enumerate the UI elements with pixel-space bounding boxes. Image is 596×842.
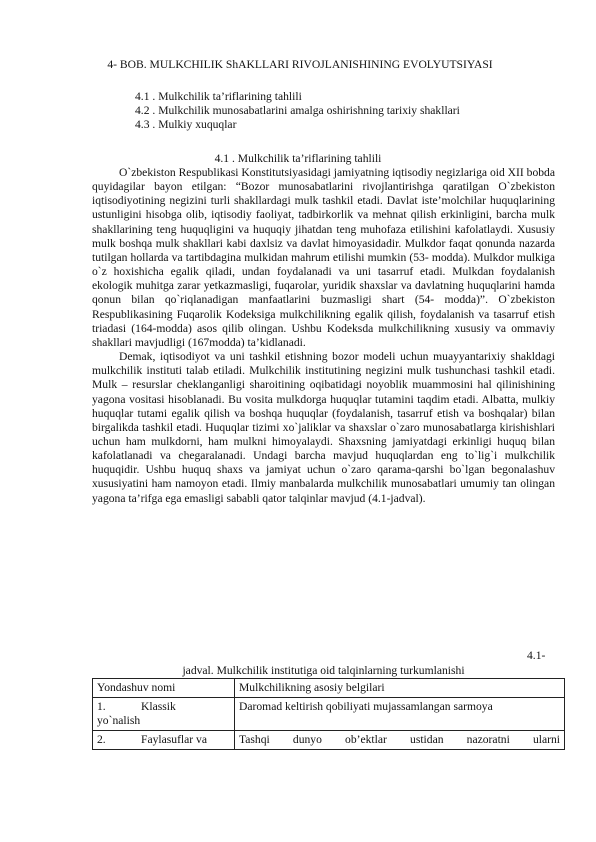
row-number: 1. — [97, 700, 106, 713]
approach-name: yo`nalish — [97, 714, 141, 727]
table-caption: jadval. Mulkchilik institutiga oid talqinlarning turkumlanishi — [182, 664, 465, 677]
toc-item: 4.2 . Mulkchilik munosabatlarini amalga oshirishning tarixiy shakllari — [135, 104, 460, 118]
paragraph: Demak, iqtisodiyot va uni tashkil etishning bozor modeli uchun muayyantarixiy shakldagi mulkchilik instituti talab etiladi. Mulkchilik institutining negizini mulk tushunchasi tashkil etadi. Mulk – resurslar cheklanganligi sharoitining oqibatidagi noyoblik muammosini hal qilinishining yagona vositasi hisoblanadi. Bu vosita mulkdorga huquqlar tutamini taqdim etadi. Albatta, mulkiy huquqlar tutami egalik qilish va boshqa huquqlar (foydalanish, tasarruf etish va boshqalar) bilan birgalikda tashkil etadi. Huquqlar tizimi xo`jaliklar va shaxslar o`zaro munosabatlarga kirishishlari uchun ham mulkdorni, ham mulkni himoyalaydi. Shaxsning jamiyatdagi erkinligi huquq bilan kafolatlanadi va chegaralanadi. Undagi barcha mavjud huquqlardan eng to`lig`i mulkchilik huquqidir. Ushbu huquq shaxs va jamiyat uchun o`zaro qarama-qarshi bo`lgan begonalashuv xususiyatini ham namoyon etadi. Ilmiy manbalarda mulkchilik munosabatlari umumiy tan olingan yagona ta’rifga ega emasligi sababli qator talqinlar mavjud (4.1-jadval). — [92, 350, 555, 505]
column-header: Mulkchilikning asosiy belgilari — [235, 679, 565, 698]
table-row — [93, 731, 565, 750]
row-number: 2. — [97, 733, 106, 746]
table-row — [93, 698, 565, 731]
table-cell: Daromad keltirish qobiliyati mujassamlangan sarmoya — [235, 698, 565, 731]
column-header: Yondashuv nomi — [93, 679, 235, 698]
table-cell — [93, 698, 235, 731]
table-header-row — [93, 679, 565, 698]
toc-item: 4.1 . Mulkchilik ta’riflarining tahlili — [135, 90, 302, 103]
approach-name: Klassik — [141, 700, 176, 713]
body-text — [92, 166, 555, 506]
section-heading: 4.1 . Mulkchilik ta’riflarining tahlili — [214, 152, 382, 165]
toc-item: 4.3 . Mulkiy xuquqlar — [135, 118, 237, 132]
table-number: 4.1- — [527, 649, 546, 662]
table-cell — [93, 731, 235, 750]
approach-name: Faylasuflar va — [141, 733, 207, 746]
paragraph: O`zbekiston Respublikasi Konstitutsiyasidagi jamiyatning iqtisodiy negizlariga oid XII bobda quyidagilar bayon etilgan: “Bozor munosabatlarini rivojlantirishga qaratilgan O`zbekiston iqtisodiyotining negizini turli shakllardagi mulk tashkil etadi. Davlat iste’molchilar huquqlarining ustunligini hisobga olib, iqtisodiy faoliyat, tadbirkorlik va mehnat qilish erkinligini, barcha mulk shakllarining teng huquqligini va huquqiy jihatdan teng muhofaza etilishini kafolatlaydi. Xususiy mulk boshqa mulk shakllari kabi daxlsiz va davlat himoyasidadir. Mulkdor faqat qonunda nazarda tutilgan hollarda va tartibdagina mulkidan mahrum etilishi mumkin (53- modda). Mulkdor mulkiga o`z hoxishicha egalik qiladi, undan foydalanadi va uni tasarruf etadi. Mulkdan foydalanish ekologik muhitga zarar yetkazmasligi, fuqarolar, yuridik shaxslar va davlatning huquqlarini hamda qonun bilan qo`riqlanadigan manfaatlarini buzmasligi shart (54- modda)”. O`zbekiston Respublikasining Fuqarolik Kodeksiga mulkchilikning egalik qilish, foydalanish va tasarruf etish triadasi (164-modda) asos qilib olingan. Ushbu Kodeksda mulkchilikning xususiy va ommaviy shakllari mavjudligi (167modda) ta’kidlanadi. — [92, 166, 555, 349]
interpretations-table — [92, 678, 565, 750]
table-cell: Tashqi dunyo ob’ektlar ustidan nazoratni ularni — [235, 731, 565, 750]
table-of-contents — [135, 90, 460, 133]
chapter-title: 4- BOB. MULKCHILIK ShAKLLARI RIVOJLANISHINING EVOLYUTSIYASI — [107, 58, 493, 71]
